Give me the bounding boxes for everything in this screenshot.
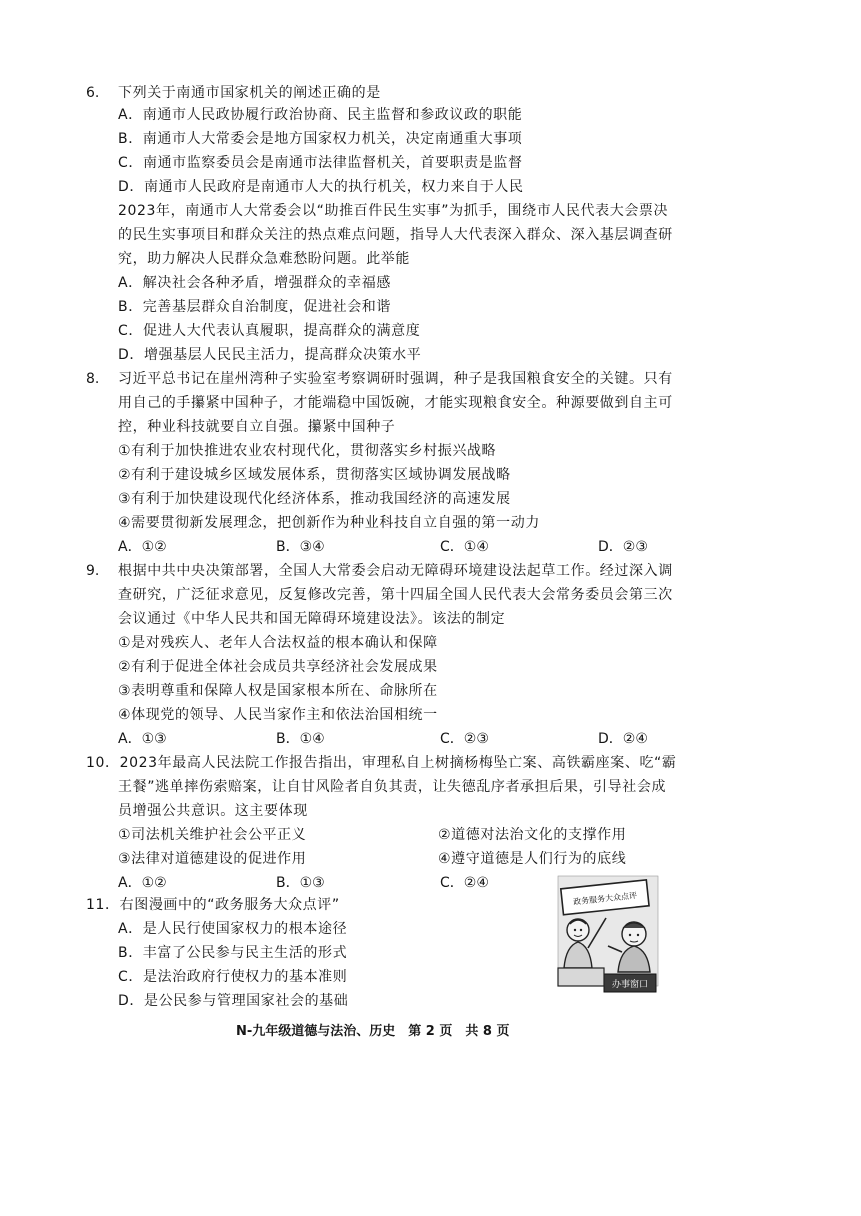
question-10-choice-c: C．②④ <box>440 875 489 891</box>
question-7-option-b: B．完善基层群众自治制度，促进社会和谐 <box>118 299 392 315</box>
question-8-statement-1: ①有利于加快推进农业农村现代化，贯彻落实乡村振兴战略 <box>118 443 497 459</box>
question-9-stem-line-3: 会议通过《中华人民共和国无障碍环境建设法》。该法的制定 <box>118 611 506 627</box>
question-7-stem-line-3: 究，助力解决人民群众急难愁盼问题。此举能 <box>118 251 410 267</box>
question-8-statement-2: ②有利于建设城乡区域发展体系，贯彻落实区域协调发展战略 <box>118 467 511 483</box>
question-9-number: 9. <box>86 563 100 579</box>
question-8-choice-d: D．②③ <box>598 539 648 555</box>
question-9-choice-b: B．①④ <box>276 731 325 747</box>
question-9-statement-1: ①是对残疾人、老年人合法权益的根本确认和保障 <box>118 635 438 651</box>
question-9-stem-line-2: 查研究，广泛征求意见，反复修改完善，第十四届全国人民代表大会常务委员会第三次 <box>118 587 673 603</box>
question-10-stem-line-2: 王餐”逃单摔伤索赔案，让自甘风险者自负其责，让失德乱序者承担后果，引导社会成 <box>118 779 667 795</box>
question-10-statement-1: ①司法机关维护社会公平正义 <box>118 827 307 843</box>
question-8-stem-line-1: 习近平总书记在崖州湾种子实验室考察调研时强调，种子是我国粮食安全的关键。只有 <box>118 371 673 387</box>
question-6-option-b: B．南通市人大常委会是地方国家权力机关，决定南通重大事项 <box>118 131 523 147</box>
question-10-statement-4: ④遵守道德是人们行为的底线 <box>438 851 627 867</box>
counter-desk <box>558 968 604 986</box>
question-10-stem-line-3: 员增强公共意识。这主要体现 <box>118 803 308 819</box>
question-8-choice-c: C．①④ <box>440 539 489 555</box>
question-7-option-d: D．增强基层人民民主活力，提高群众决策水平 <box>118 347 422 363</box>
question-9-statement-4: ④体现党的领导、人民当家作主和依法治国相统一 <box>118 707 438 723</box>
question-7-stem-line-2: 的民生实事项目和群众关注的热点难点问题，指导人大代表深入群众、深入基层调查研 <box>118 227 673 243</box>
question-10-statement-2: ②道德对法治文化的支撑作用 <box>438 827 627 843</box>
question-8-statement-4: ④需要贯彻新发展理念，把创新作为种业科技自立自强的第一动力 <box>118 515 540 531</box>
question-10-choice-b: B．①③ <box>276 875 325 891</box>
question-11-stem: 11．右图漫画中的“政务服务大众点评” <box>86 897 340 913</box>
question-8-choice-b: B．③④ <box>276 539 325 555</box>
question-10-stem-line-1: 10．2023年最高人民法院工作报告指出，审理私自上树摘杨梅坠亡案、高铁霸座案、吃“霸 <box>86 755 677 771</box>
question-9-statement-2: ②有利于促进全体社会成员共享经济社会发展成果 <box>118 659 438 675</box>
question-10-choice-a: A．①② <box>118 875 167 891</box>
question-9-choice-d: D．②④ <box>598 731 648 747</box>
question-8-stem-line-2: 用自己的手攥紧中国种子，才能端稳中国饭碗，才能实现粮食安全。种源要做到自主可 <box>118 395 673 411</box>
question-11-option-d: D．是公民参与管理国家社会的基础 <box>118 993 349 1009</box>
question-6-option-d: D．南通市人民政府是南通市人大的执行机关，权力来自于人民 <box>118 179 524 195</box>
question-7-stem-line-1: 2023年，南通市人大常委会以“助推百件民生实事”为抓手，围绕市人民代表大会票决 <box>118 203 669 219</box>
question-7-option-c: C．促进人大代表认真履职，提高群众的满意度 <box>118 323 421 339</box>
question-9-stem-line-1: 根据中共中央决策部署，全国人大常委会启动无障碍环境建设法起草工作。经过深入调 <box>118 563 673 579</box>
question-11-option-b: B．丰富了公民参与民主生活的形式 <box>118 945 348 961</box>
cartoon-illustration <box>548 868 666 1000</box>
service-window-text: 办事窗口 <box>611 980 649 990</box>
question-6-option-c: C．南通市监察委员会是南通市法律监督机关，首要职责是监督 <box>118 155 523 171</box>
page-footer: N-九年级道德与法治、历史 第 2 页 共 8 页 <box>236 1024 510 1039</box>
question-10-statement-3: ③法律对道德建设的促进作用 <box>118 851 307 867</box>
question-8-number: 8. <box>86 371 100 387</box>
question-8-choice-a: A．①② <box>118 539 167 555</box>
question-8-stem-line-3: 控，种业科技就要自立自强。攥紧中国种子 <box>118 419 396 435</box>
question-9-choice-a: A．①③ <box>118 731 167 747</box>
question-11-option-a: A．是人民行使国家权力的根本途径 <box>118 921 348 937</box>
question-6-stem: 下列关于南通市国家机关的阐述正确的是 <box>118 85 381 101</box>
review-board-text: 政务服务大众点评 <box>572 890 638 907</box>
question-6-option-a: A．南通市人民政协履行政治协商、民主监督和参政议政的职能 <box>118 107 523 123</box>
question-6-number: 6. <box>86 85 100 101</box>
question-8-statement-3: ③有利于加快建设现代化经济体系，推动我国经济的高速发展 <box>118 491 511 507</box>
service-window-sign <box>604 974 656 992</box>
question-11-option-c: C．是法治政府行使权力的基本准则 <box>118 969 348 985</box>
question-9-choice-c: C．②③ <box>440 731 489 747</box>
question-9-statement-3: ③表明尊重和保障人权是国家根本所在、命脉所在 <box>118 683 438 699</box>
question-7-option-a: A．解决社会各种矛盾，增强群众的幸福感 <box>118 275 391 291</box>
